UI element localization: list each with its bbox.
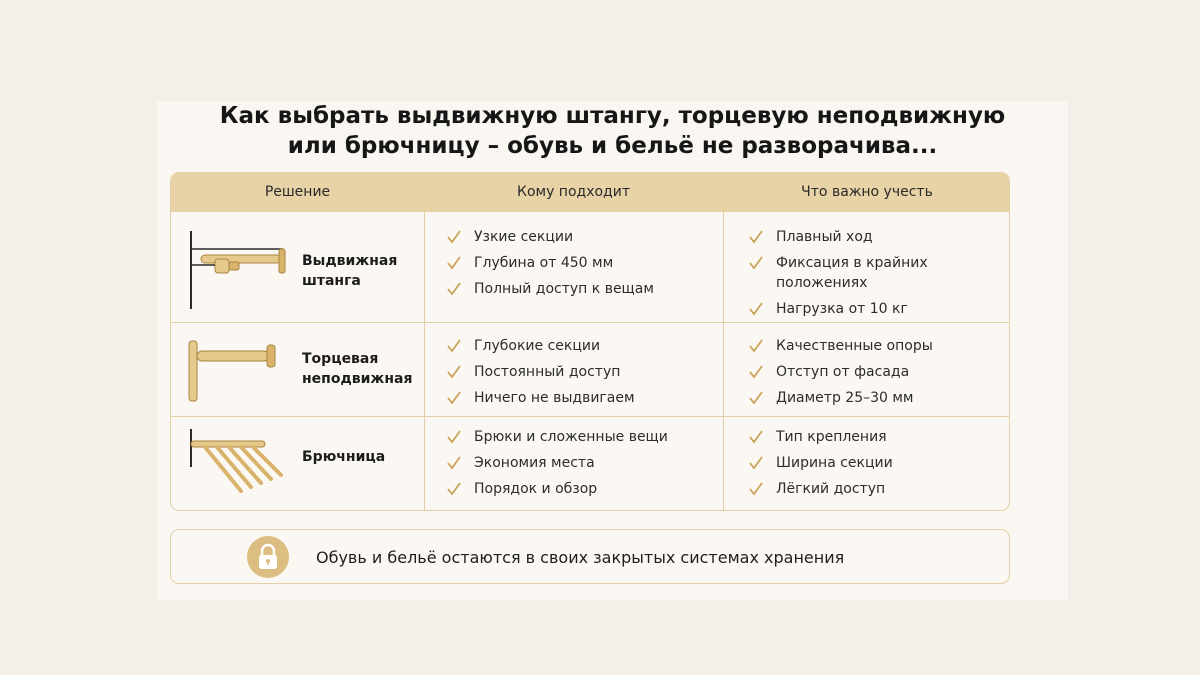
fits-list (444, 336, 635, 408)
list-item: Тип крепления (746, 427, 893, 447)
list-item: Экономия места (444, 453, 668, 473)
check-icon (446, 427, 462, 447)
check-icon (748, 253, 764, 273)
check-icon (446, 388, 462, 408)
list-item: Качественные опоры (746, 336, 933, 356)
table-header (171, 173, 1009, 211)
check-icon (748, 362, 764, 382)
solution-name: Выдвижная штанга (302, 253, 398, 289)
list-item: Постоянный доступ (444, 362, 635, 382)
title-line-1: Как выбрать выдвижную штангу, торцевую неподвижную (219, 103, 1006, 129)
check-icon (748, 427, 764, 447)
list-item: Фиксация в крайних положениях (746, 253, 936, 293)
list-item: Плавный ход (746, 227, 936, 247)
row-divider (171, 416, 1009, 417)
column-divider (424, 173, 425, 510)
check-icon (446, 227, 462, 247)
check-icon (748, 479, 764, 499)
list-item: Нагрузка от 10 кг (746, 299, 936, 319)
check-icon (446, 336, 462, 356)
check-icon (446, 279, 462, 299)
lock-icon (247, 536, 289, 578)
solution-name: Торцевая неподвижная (302, 351, 413, 387)
note-text: Обувь и бельё остаются в своих закрытых системах хранения (316, 548, 845, 567)
pull-out-rail-icon (187, 229, 291, 313)
check-icon (748, 299, 764, 319)
end-mounted-rod-icon (187, 333, 291, 407)
page-title (157, 101, 1068, 171)
list-item: Отступ от фасада (746, 362, 933, 382)
list-item: Глубина от 450 мм (444, 253, 654, 273)
storage-note (170, 529, 1010, 584)
check-icon (446, 453, 462, 473)
check-icon (748, 388, 764, 408)
consider-list (746, 227, 936, 319)
consider-list (746, 336, 933, 408)
list-item: Полный доступ к вещам (444, 279, 654, 299)
comparison-table (170, 172, 1010, 511)
check-icon (748, 453, 764, 473)
lock-badge (247, 536, 289, 578)
check-icon (748, 227, 764, 247)
trouser-rack-icon (187, 427, 291, 499)
infographic-card (157, 101, 1068, 600)
column-divider (723, 173, 724, 510)
header-solution: Решение (264, 184, 331, 200)
check-icon (748, 336, 764, 356)
list-item: Диаметр 25–30 мм (746, 388, 933, 408)
list-item: Узкие секции (444, 227, 654, 247)
row-divider (171, 211, 1009, 212)
list-item: Брюки и сложенные вещи (444, 427, 668, 447)
title-line-2: или брючницу – обувь и бельё не разворачива... (287, 133, 938, 159)
consider-list (746, 427, 893, 499)
list-item: Глубокие секции (444, 336, 635, 356)
list-item: Ширина секции (746, 453, 893, 473)
list-item: Порядок и обзор (444, 479, 668, 499)
fits-list (444, 227, 654, 299)
list-item: Лёгкий доступ (746, 479, 893, 499)
check-icon (446, 362, 462, 382)
solution-name: Брючница (302, 449, 386, 465)
row-divider (171, 322, 1009, 323)
header-fits: Кому подходит (517, 184, 630, 200)
header-consider: Что важно учесть (801, 184, 933, 200)
check-icon (446, 479, 462, 499)
list-item: Ничего не выдвигаем (444, 388, 635, 408)
fits-list (444, 427, 668, 499)
check-icon (446, 253, 462, 273)
